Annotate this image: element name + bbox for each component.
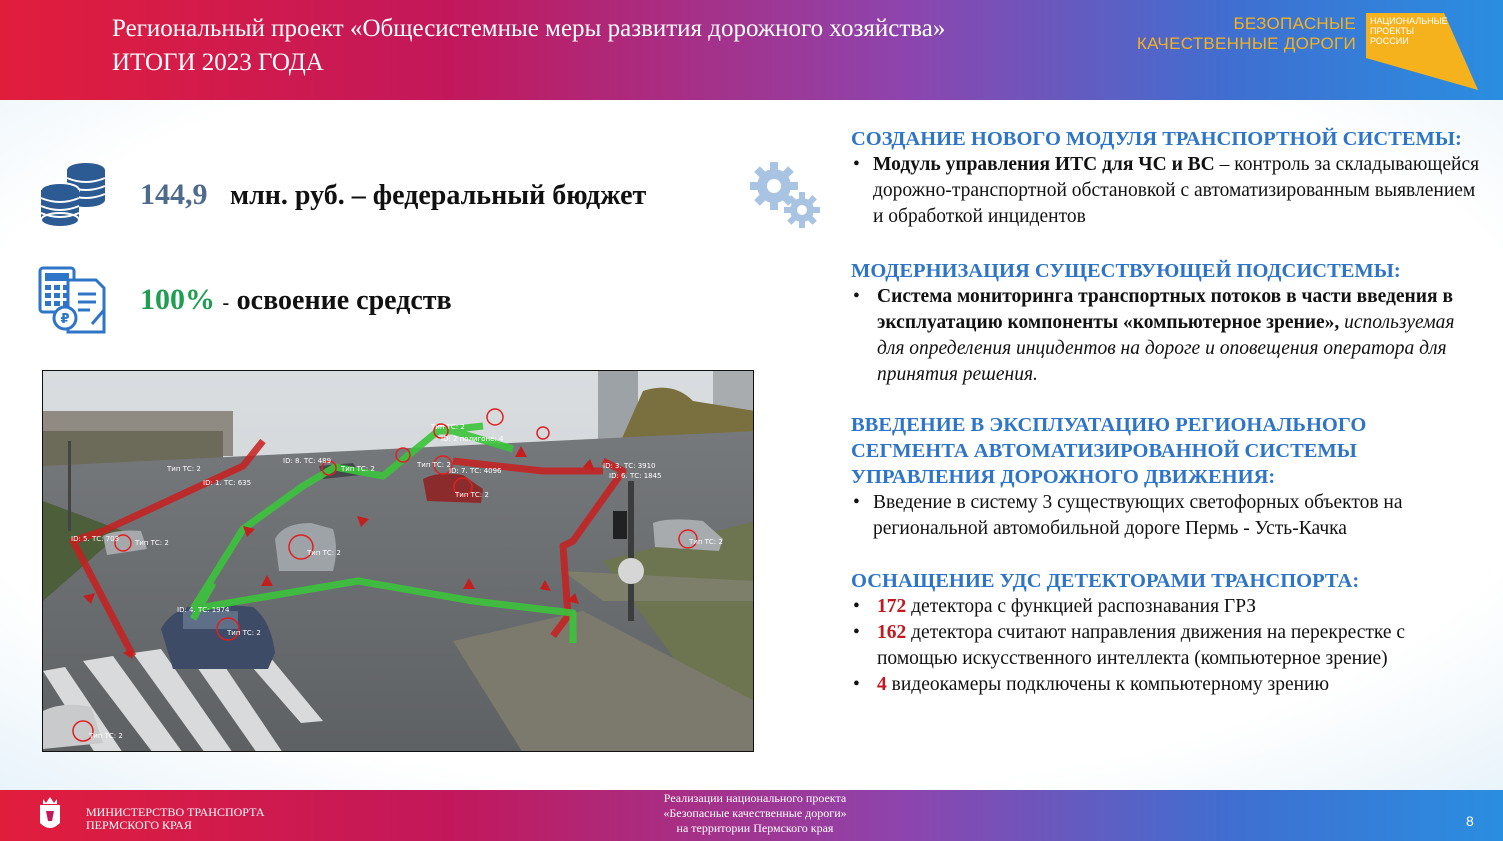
- cv-label: ID: 5. ТС: 703: [71, 535, 120, 543]
- svg-text:₽: ₽: [60, 312, 70, 327]
- section-heading-asudd: ВВЕДЕНИЕ В ЭКСПЛУАТАЦИЮ РЕГИОНАЛЬНОГО СЕГМЕНТА АВТОМАТИЗИРОВАННОЙ СИСТЕМЫ УПРАВЛЕНИЯ ДОРОЖНОГО ДВИЖЕНИЯ:: [851, 414, 1367, 488]
- section-heading-modernization: МОДЕРНИЗАЦИЯ СУЩЕСТВУЮЩЕЙ ПОДСИСТЕМЫ:: [851, 260, 1401, 282]
- cv-label: Тип ТС: 2: [135, 539, 169, 547]
- detector-count: 172: [877, 596, 907, 617]
- camera-count: 4: [877, 674, 887, 695]
- page-title: [112, 12, 945, 80]
- mastery-stat: [140, 283, 452, 317]
- cv-label: Тип ТС: 2: [431, 423, 465, 431]
- mastery-separator: -: [222, 292, 230, 314]
- cv-label: Тип ТС: 2: [455, 491, 489, 499]
- cv-label: Тип ТС: 2: [167, 465, 201, 473]
- cv-label: ID: 7. ТС: 4096: [449, 467, 502, 475]
- detector-count: 162: [877, 622, 907, 643]
- cv-label: ID: 1. ТС: 635: [203, 479, 252, 487]
- perm-krai-emblem-icon: [38, 795, 62, 833]
- footer-caption-line-1: Реализации национального проекта: [663, 791, 847, 805]
- cv-label: Тип ТС: 2: [417, 461, 451, 469]
- bullet-cameras: [851, 672, 1481, 698]
- section-heading-new-module: СОЗДАНИЕ НОВОГО МОДУЛЯ ТРАНСПОРТНОЙ СИСТЕМЫ:: [851, 128, 1462, 150]
- logo-line-2: ПРОЕКТЫ: [1370, 26, 1414, 36]
- bullet-text: детектора с функцией распознавания ГРЗ: [906, 596, 1257, 617]
- coins-icon: [38, 160, 108, 228]
- mastery-value: 100%: [140, 283, 215, 316]
- national-projects-logo-text: [1370, 16, 1448, 46]
- results-list: [851, 126, 1481, 698]
- section-heading-detectors: ОСНАЩЕНИЕ УДС ДЕТЕКТОРАМИ ТРАНСПОРТА:: [851, 570, 1360, 592]
- cv-label: Тип ТС: 2: [89, 732, 123, 740]
- bullet-grz-detectors: [851, 594, 1481, 620]
- cv-label: ID: 4. ТС: 1974: [177, 606, 230, 614]
- cv-label: Тип ТС: 2: [227, 629, 261, 637]
- cv-label: ID: 2 полигоне: 4: [441, 435, 504, 443]
- bullet-direction-detectors: [851, 620, 1481, 672]
- cv-label: ID: 8. ТС: 489: [283, 457, 332, 465]
- ministry-line-1: МИНИСТЕРСТВО ТРАНСПОРТА: [86, 805, 265, 819]
- bullet-text: – контроль за складывающейся дорожно-транспортной обстановкой с автоматизированным выявлением и обработкой инцидентов: [873, 154, 1480, 227]
- intersection-scene: [43, 371, 754, 752]
- budget-value: 144,9: [140, 178, 208, 211]
- bullet-text: детектора считают направления движения на перекрестке с помощью искусственного интеллекта (компьютерное зрение): [877, 622, 1406, 669]
- footer-caption-line-2: «Безопасные качественные дороги»: [663, 806, 847, 820]
- logo-line-1: НАЦИОНАЛЬНЫЕ: [1370, 16, 1448, 26]
- bullet-monitoring-system: [851, 284, 1481, 388]
- page-number: 8: [1466, 813, 1474, 829]
- title-line-1: Региональный проект «Общесистемные меры развития дорожного хозяйства»: [112, 15, 946, 42]
- bullet-traffic-lights: [851, 490, 1481, 542]
- cv-label: ID: 3. ТС: 3910: [603, 462, 656, 470]
- bullet-text: Введение в систему 3 существующих светофорных объектов на региональной автомобильной дороге Пермь - Усть-Качка: [873, 492, 1403, 539]
- brand-name: [1120, 14, 1356, 54]
- mastery-label: освоение средств: [236, 285, 452, 316]
- cv-label: Тип ТС: 2: [689, 538, 723, 546]
- title-line-2: ИТОГИ 2023 ГОДА: [112, 49, 324, 76]
- calculator-document-icon: [38, 266, 108, 336]
- footer-caption: [580, 791, 930, 836]
- bullet-bold-text: Модуль управления ИТС для ЧС и ВС: [873, 154, 1215, 175]
- bullet-italic-text: используемая для определения инцидентов на дороге и оповещения оператора для принятия решения.: [877, 312, 1455, 385]
- budget-stat: [140, 178, 646, 212]
- cv-label: Тип ТС: 2: [307, 549, 341, 557]
- brand-line-2: КАЧЕСТВЕННЫЕ ДОРОГИ: [1136, 34, 1356, 53]
- ministry-line-2: ПЕРМСКОГО КРАЯ: [86, 818, 192, 832]
- cv-label: ID: 6. ТС: 1845: [609, 472, 662, 480]
- ministry-name: [86, 806, 265, 832]
- gears-icon: [748, 160, 822, 234]
- budget-label: млн. руб. – федеральный бюджет: [230, 180, 647, 211]
- bullet-its-module: [851, 152, 1481, 230]
- brand-line-1: БЕЗОПАСНЫЕ: [1233, 14, 1356, 33]
- bullet-bold-text: Система мониторинга транспортных потоков в части введения в эксплуатацию компоненты «компьютерное зрение»,: [877, 286, 1453, 333]
- cv-label: Тип ТС: 2: [341, 465, 375, 473]
- bullet-text: видеокамеры подключены к компьютерному зрению: [886, 674, 1330, 695]
- footer-caption-line-3: на территории Пермского края: [676, 821, 834, 835]
- traffic-camera-image: [42, 370, 754, 752]
- logo-line-3: РОССИИ: [1370, 36, 1409, 46]
